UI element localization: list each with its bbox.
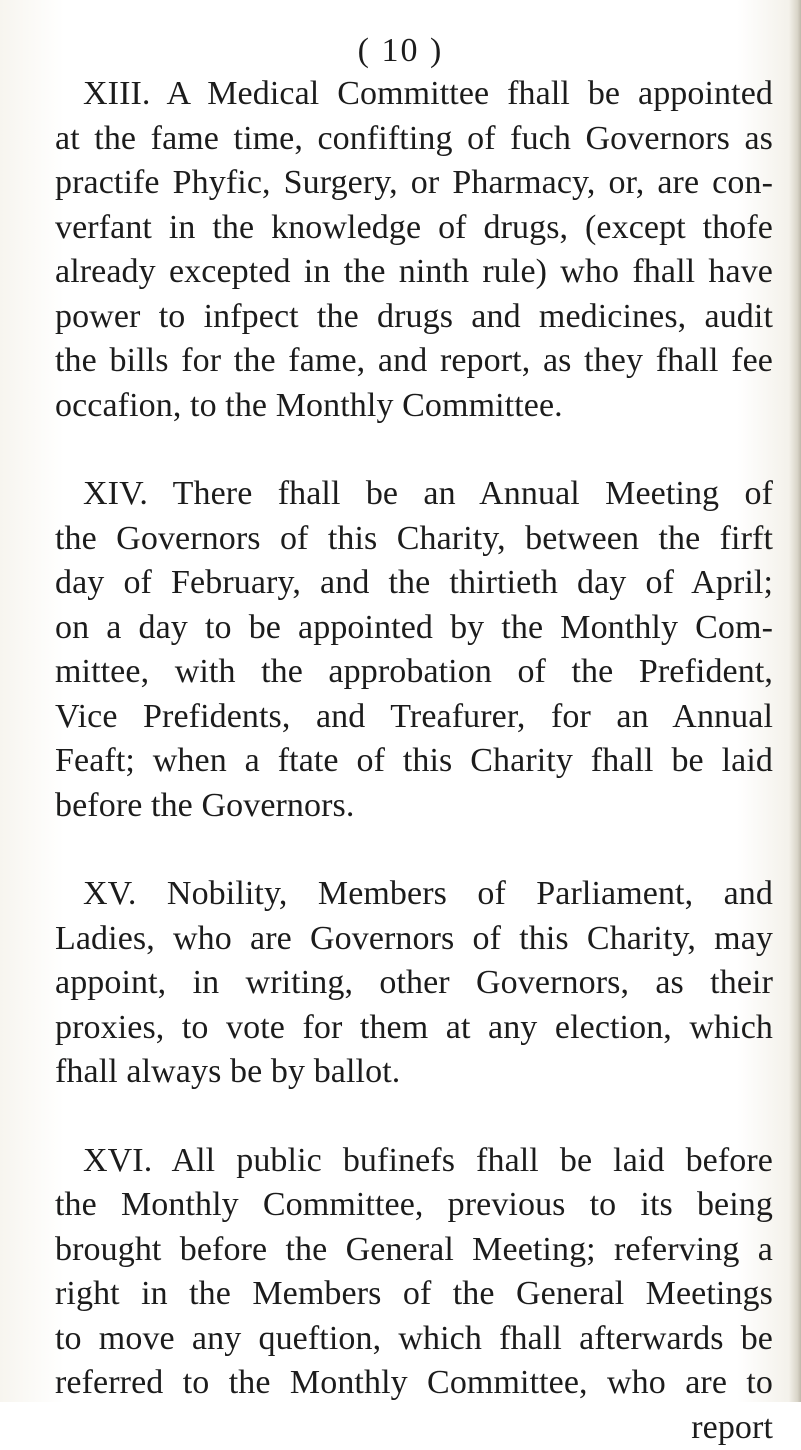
text-line: the Governors of this Charity, between the firft — [55, 517, 773, 562]
text-line: already excepted in the ninth rule) who fhall have — [55, 250, 773, 295]
text-line: brought before the General Meeting; referving a — [55, 1228, 773, 1273]
text-line: occafion, to the Monthly Committee. — [55, 384, 773, 429]
catchword: report — [55, 1406, 773, 1450]
paragraph-xiii — [55, 72, 773, 428]
text-line: XIII. A Medical Committee fhall be appointed — [55, 72, 773, 117]
text-line: XV. Nobility, Members of Parliament, and — [55, 872, 773, 917]
text-line: appoint, in writing, other Governors, as their — [55, 961, 773, 1006]
text-line: to move any queftion, which fhall afterwards be — [55, 1317, 773, 1362]
text-line: the bills for the fame, and report, as they fhall fee — [55, 339, 773, 384]
text-line: right in the Members of the General Meetings — [55, 1272, 773, 1317]
page-edge — [789, 0, 801, 1402]
paragraph-xv — [55, 872, 773, 1095]
text-line: XVI. All public bufinefs fhall be laid before — [55, 1139, 773, 1184]
text-line: before the Governors. — [55, 784, 773, 829]
text-line: fhall always be by ballot. — [55, 1050, 773, 1095]
page-number: ( 10 ) — [0, 32, 801, 70]
text-line: at the fame time, confifting of fuch Governors as — [55, 117, 773, 162]
paragraph-xvi — [55, 1139, 773, 1450]
text-line: the Monthly Committee, previous to its being — [55, 1183, 773, 1228]
text-line: Ladies, who are Governors of this Charity, may — [55, 917, 773, 962]
paragraph-xiv — [55, 472, 773, 828]
text-line: practife Phyfic, Surgery, or Pharmacy, or, are con- — [55, 161, 773, 206]
body-text — [55, 72, 773, 1450]
text-line: proxies, to vote for them at any election, which — [55, 1006, 773, 1051]
text-line: power to infpect the drugs and medicines, audit — [55, 295, 773, 340]
text-line: on a day to be appointed by the Monthly Com- — [55, 606, 773, 651]
text-line: mittee, with the approbation of the Prefident, — [55, 650, 773, 695]
text-line: verfant in the knowledge of drugs, (except thofe — [55, 206, 773, 251]
text-line: referred to the Monthly Committee, who are to — [55, 1361, 773, 1406]
text-line: Vice Prefidents, and Treafurer, for an Annual — [55, 695, 773, 740]
text-line: day of February, and the thirtieth day of April; — [55, 561, 773, 606]
text-line: XIV. There fhall be an Annual Meeting of — [55, 472, 773, 517]
text-line: Feaft; when a ftate of this Charity fhall be laid — [55, 739, 773, 784]
